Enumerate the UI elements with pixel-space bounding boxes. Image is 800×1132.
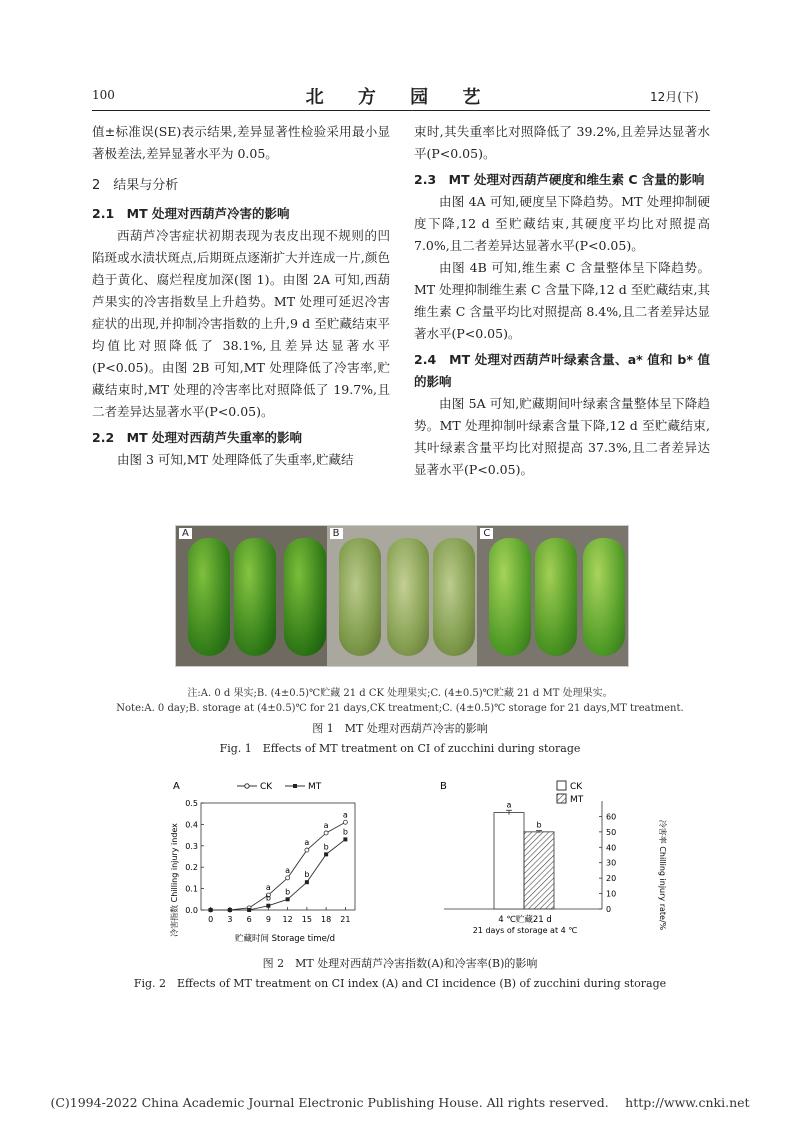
- zucchini: [489, 538, 531, 656]
- subsection-2-1: 2.1 MT 处理对西葫芦冷害的影响: [92, 206, 290, 221]
- paragraph-chilling: 西葫芦冷害症状初期表现为表皮出现不规则的凹陷斑或水渍状斑点,后期斑点逐渐扩大并连成一片,颜色趋于黄化、腐烂程度加深(图 1)。由图 2A 可知,西葫芦果实的冷害指数呈上升趋势。MT 处理可延迟冷害症状的出现,并抑制冷害指数的上升,9 d 至贮藏结束平均值比对照降低了 38.1%,且差异达显著水平(P<0.05)。由图 2B 可知,MT 处理降低了冷害率,贮藏结束时,MT 处理的冷害率比对照降低了 19.7%,且二者差异达显著水平(P<0.05)。: [92, 228, 390, 419]
- significance-label: a: [265, 883, 271, 893]
- figure-1-photo: [175, 525, 629, 667]
- legend-mt-label: MT: [570, 795, 584, 805]
- legend-ck-swatch: [557, 781, 566, 790]
- data-point-mt: [228, 908, 232, 912]
- y-tick-label: 20: [606, 874, 617, 884]
- chart-b-panel-label: B: [440, 781, 447, 792]
- y-tick-label: 0.3: [185, 841, 198, 851]
- significance-label: b: [304, 870, 310, 880]
- photo-panel-c: [477, 526, 628, 666]
- x-tick-label: 9: [265, 915, 271, 924]
- data-point-ck: [286, 876, 290, 880]
- figure-2b-chart: [430, 775, 670, 945]
- x-tick-label: 3: [227, 915, 233, 924]
- y-tick-label: 0: [606, 905, 612, 914]
- y-tick-label: 50: [606, 827, 617, 837]
- left-column: [92, 121, 390, 471]
- zucchini: [583, 538, 625, 656]
- data-point-ck: [324, 831, 328, 835]
- figure-2a-chart: [165, 775, 365, 945]
- subsection-2-4: 2.4 MT 处理对西葫芦叶绿素含量、a* 值和 b* 值的影响: [414, 352, 710, 389]
- chart-a-plot: [185, 799, 355, 924]
- journal-title: 北 方 园 艺: [305, 87, 495, 108]
- zucchini: [234, 538, 276, 656]
- chart-a-legend: [237, 782, 322, 792]
- y-tick-label: 60: [606, 812, 617, 822]
- chart-a-panel-label: A: [173, 781, 180, 792]
- y-tick-label: 0.1: [185, 884, 198, 894]
- issue-label: 12月(下): [650, 90, 699, 104]
- data-point-mt: [247, 908, 251, 912]
- zucchini: [339, 538, 381, 656]
- panel-label-a: A: [179, 528, 192, 539]
- legend-mt-marker: [293, 784, 297, 788]
- y-tick-label: 0.4: [185, 820, 198, 830]
- data-point-mt: [305, 880, 309, 884]
- figure-2-title-en: Fig. 2 Effects of MT treatment on CI index (A) and CI incidence (B) of zucchini during storage: [133, 977, 667, 990]
- figure-1-title-en: Fig. 1 Effects of MT treatment on CI of zucchini during storage: [219, 742, 581, 755]
- panel-label-c: C: [480, 528, 493, 539]
- x-tick-label: 6: [246, 915, 252, 924]
- data-point-mt: [324, 852, 328, 856]
- chart-a-xlabel: 贮藏时间 Storage time/d: [234, 934, 336, 944]
- significance-label: a: [506, 800, 512, 810]
- significance-label: a: [342, 810, 348, 820]
- significance-label: b: [285, 887, 291, 897]
- data-point-mt: [286, 897, 290, 901]
- x-tick-label: 18: [321, 915, 332, 924]
- legend-ck-label: CK: [570, 782, 583, 792]
- legend-mt-label: MT: [308, 782, 322, 792]
- photo-panel-b: [327, 526, 478, 666]
- y-tick-label: 10: [606, 889, 617, 899]
- paragraph-weight-loss-start: 由图 3 可知,MT 处理降低了失重率,贮藏结: [117, 452, 354, 467]
- data-point-mt: [266, 904, 270, 908]
- y-tick-label: 0.5: [185, 799, 198, 808]
- figure-1-title-cn: 图 1 MT 处理对西葫芦冷害的影响: [312, 722, 488, 735]
- page-number: 100: [92, 88, 115, 102]
- x-tick-label: 12: [282, 915, 293, 924]
- x-tick-label: 15: [301, 915, 312, 924]
- paragraph-vitamin-c: 由图 4B 可知,维生素 C 含量整体呈下降趋势。MT 处理抑制维生素 C 含量下降,12 d 至贮藏结束,其维生素 C 含量平均比对照提高 8.4%,且二者差异达显著水平(P<0.05)。: [414, 260, 710, 341]
- significance-label: b: [323, 842, 329, 852]
- chart-b-legend: [557, 781, 584, 805]
- series-line-ck: [211, 822, 346, 910]
- figure-2-title-cn: 图 2 MT 处理对西葫芦冷害指数(A)和冷害率(B)的影响: [262, 957, 538, 970]
- x-tick-label: 21: [340, 915, 351, 924]
- chart-b-plot: [444, 800, 616, 914]
- data-point-mt: [343, 837, 347, 841]
- chart-b-ylabel: 冷害率 Chilling injury rate/%: [658, 819, 667, 931]
- paragraph-weight-loss-end: 束时,其失重率比对照降低了 39.2%,且差异达显著水平(P<0.05)。: [414, 124, 710, 161]
- bar-ck: [494, 813, 524, 909]
- paragraph-stats: 值±标准误(SE)表示结果,差异显著性检验采用最小显著极差法,差异显著水平为 0.05。: [92, 124, 390, 161]
- y-tick-label: 0.0: [185, 906, 198, 915]
- photo-panel-a: [176, 526, 327, 666]
- paragraph-firmness: 由图 4A 可知,硬度呈下降趋势。MT 处理抑制硬度下降,12 d 至贮藏结束,其硬度平均比对照提高 7.0%,且二者差异达显著水平(P<0.05)。: [414, 194, 710, 253]
- section-heading-results: 2 结果与分析: [92, 178, 179, 193]
- header-rule: [92, 110, 710, 111]
- significance-label: a: [285, 865, 291, 875]
- right-column: [414, 121, 710, 481]
- zucchini: [188, 538, 230, 656]
- y-tick-label: 30: [606, 858, 617, 868]
- zucchini: [387, 538, 429, 656]
- x-tick-label: 0: [208, 915, 214, 924]
- zucchini: [284, 538, 326, 656]
- significance-label: b: [342, 827, 348, 837]
- subsection-2-3: 2.3 MT 处理对西葫芦硬度和维生素 C 含量的影响: [414, 172, 705, 187]
- legend-ck-marker: [245, 784, 249, 788]
- bar-mt: [524, 832, 554, 909]
- data-point-mt: [209, 908, 213, 912]
- significance-label: a: [304, 838, 310, 848]
- chart-b-category-cn: 4 ℃贮藏21 d: [498, 915, 552, 925]
- y-tick-label: 0.2: [185, 863, 198, 873]
- significance-label: b: [265, 893, 271, 903]
- zucchini: [433, 538, 475, 656]
- chart-a-ylabel: 冷害指数 Chilling injury index: [170, 823, 179, 937]
- subsection-2-2: 2.2 MT 处理对西葫芦失重率的影响: [92, 430, 302, 445]
- chart-a-frame: [201, 803, 355, 910]
- paragraph-chlorophyll: 由图 5A 可知,贮藏期间叶绿素含量整体呈下降趋势。MT 处理抑制叶绿素含量下降,12 d 至贮藏结束,其叶绿素含量平均比对照提高 37.3%,且二者差异达显著水平(P<0.05)。: [414, 396, 710, 477]
- zucchini: [535, 538, 577, 656]
- legend-ck-label: CK: [260, 782, 273, 792]
- copyright-footer: (C)1994-2022 China Academic Journal Electronic Publishing House. All rights reserved. http://www.cnki.net: [50, 1095, 750, 1110]
- y-tick-label: 40: [606, 843, 617, 853]
- data-point-ck: [343, 820, 347, 824]
- significance-label: a: [323, 820, 329, 830]
- figure-1-note-en: Note:A. 0 day;B. storage at (4±0.5)℃ for 21 days,CK treatment;C. (4±0.5)℃ storage for 21 days,MT treatment.: [116, 703, 684, 714]
- figure-1-note-cn: 注:A. 0 d 果实;B. (4±0.5)℃贮藏 21 d CK 处理果实;C. (4±0.5)℃贮藏 21 d MT 处理果实。: [187, 688, 613, 699]
- panel-label-b: B: [330, 528, 343, 539]
- significance-label: b: [536, 820, 542, 830]
- legend-mt-swatch: [557, 794, 566, 803]
- chart-b-category-en: 21 days of storage at 4 ℃: [472, 926, 578, 935]
- data-point-ck: [305, 848, 309, 852]
